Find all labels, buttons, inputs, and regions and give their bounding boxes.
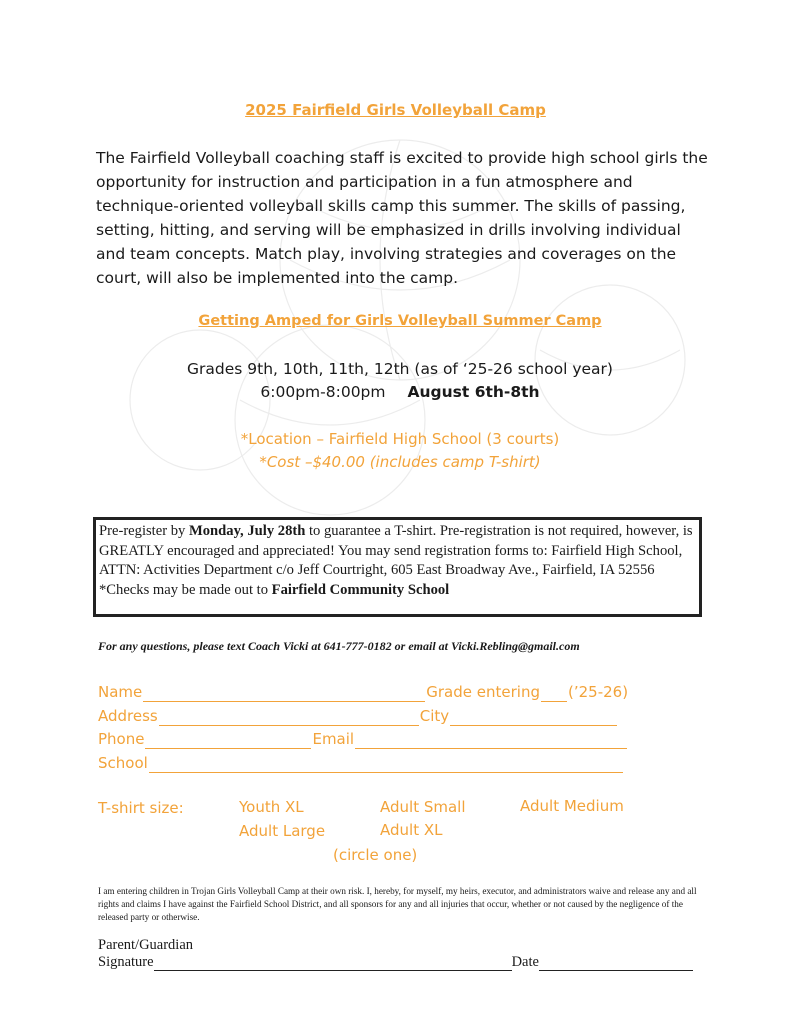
intro-paragraph: The Fairfield Volleyball coaching staff is excited to provide high school girls the opportunity for instruction and participation in a fun atmosphere and technique-oriented volleyball skills camp this summer. The skills of passing, setting, hitting, and serving will be emphasized in drills involving individual and team concepts. Match play, involving strategies and coverages on the court, will also be implemented into the camp. [96,149,708,287]
date-field[interactable] [539,956,693,971]
school-row [98,753,624,773]
name-label: Name [98,683,143,701]
prereg-lead: Pre-register by [99,523,189,539]
signature-label: Signature [98,954,154,970]
page-title: 2025 Fairfield Girls Volleyball Camp [245,101,546,119]
camp-subtitle: Getting Amped for Girls Volleyball Summer Camp [198,313,602,329]
name-field[interactable] [143,685,425,702]
grade-suffix: (’25-26) [567,683,629,701]
tshirt-option-adult-small[interactable]: Adult Small [380,798,466,816]
address-label: Address [98,707,158,725]
signature-field[interactable] [154,956,512,971]
phone-field[interactable] [145,732,311,749]
tshirt-option-youth-xl[interactable]: Youth XL [239,798,304,816]
email-label: Email [312,730,355,748]
signature-row [98,953,693,971]
grades-line: Grades 9th, 10th, 11th, 12th (as of ‘25-26 school year) [187,360,613,378]
camp-time: 6:00pm-8:00pm [260,383,386,401]
tshirt-option-adult-xl[interactable]: Adult XL [380,821,443,839]
school-label: School [98,754,148,772]
liability-waiver: I am entering children in Trojan Girls Volleyball Camp at their own risk. I, hereby, for myself, my heirs, executor, and administrators waive and release any and all rights and claims I have against the Fairfield School District, and all sponsors for any and all injuries that occur, whether or not caused by the negligence of the released party or otherwise. [98,886,697,922]
time-line [0,381,791,404]
phone-row [98,729,628,749]
city-label: City [419,707,450,725]
prereg-deadline: Monday, July 28th [188,523,306,539]
camp-location: *Location – Fairfield High School (3 courts) [240,430,560,448]
preregistration-box [93,517,702,617]
parent-guardian-label: Parent/Guardian [98,937,194,953]
city-field[interactable] [450,709,617,726]
address-field[interactable] [159,709,419,726]
camp-dates: August 6th-8th [407,383,540,401]
prereg-body: to guarantee a T-shirt. Pre-registration is not required, however, is GREATLY encouraged and appreciated! You may send registration forms to: Fairfield High School, ATTN: Activities Department c/o Jeff Courtright, 605 East Broadway Ave., Fairfield, IA 52556 [99,523,693,578]
address-row [98,706,618,726]
camp-cost: *Cost –$40.00 (includes camp T-shirt) [259,453,541,471]
phone-label: Phone [98,730,145,748]
tshirt-option-adult-medium[interactable]: Adult Medium [520,797,624,815]
tshirt-option-adult-large[interactable]: Adult Large [239,822,326,840]
school-field[interactable] [149,756,623,773]
tshirt-circle-note: (circle one) [333,846,418,864]
date-label: Date [511,954,539,970]
name-row [98,682,628,702]
checks-payee: Fairfield Community School [271,581,450,598]
tshirt-size-label: T-shirt size: [98,799,184,817]
questions-contact: For any questions, please text Coach Vicki at 641-777-0182 or email at Vicki.Rebling@gmail.com [98,639,580,653]
grade-label: Grade entering [426,683,540,701]
checks-lead: *Checks may be made out to [99,581,272,598]
grade-field[interactable] [541,685,567,702]
email-field[interactable] [355,732,627,749]
